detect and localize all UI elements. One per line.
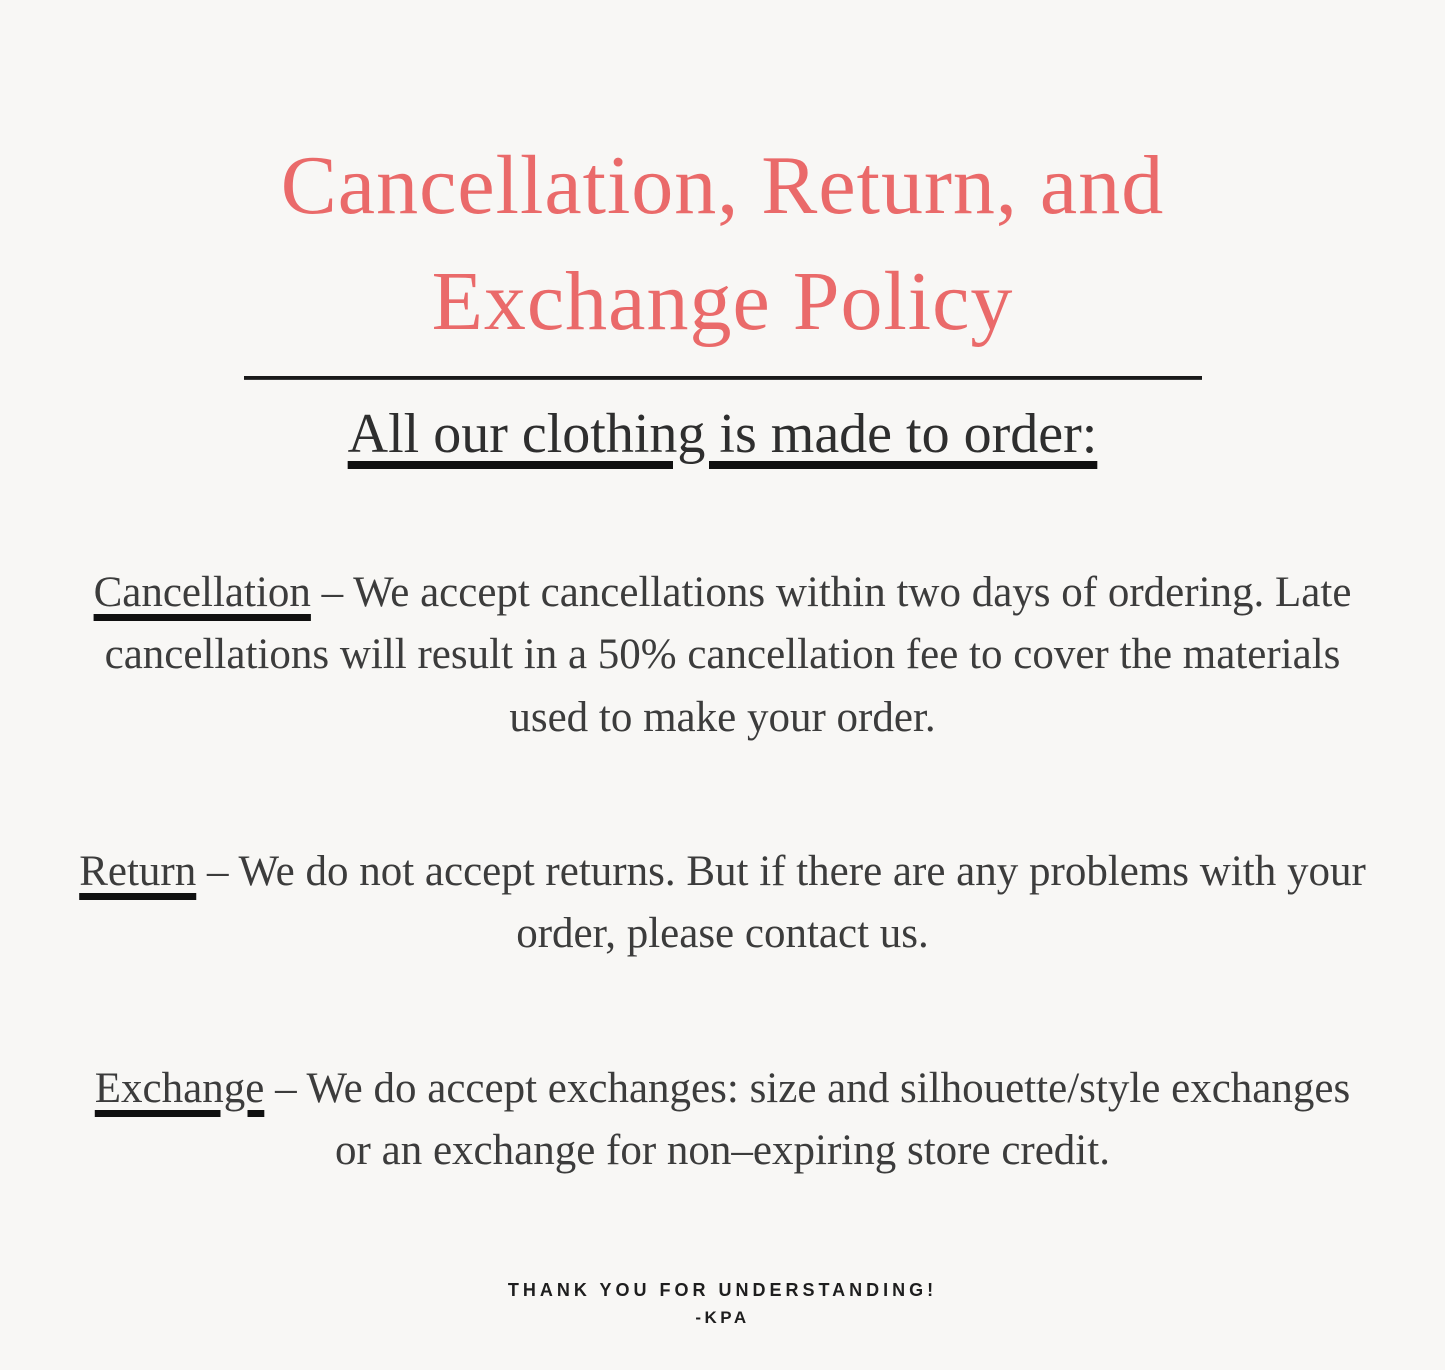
footer-signature: -KPA — [695, 1308, 750, 1328]
cancellation-policy — [43, 562, 1403, 749]
cancellation-term: Cancellation — [93, 568, 311, 616]
exchange-description: – We do accept exchanges: size and silhouette/style exchanges or an exchange for non–expiring store credit. — [275, 1064, 1351, 1174]
return-description: – We do not accept returns. But if there are any problems with your order, please contact us. — [207, 847, 1366, 958]
return-term: Return — [79, 847, 197, 895]
exchange-policy — [43, 1058, 1403, 1183]
title-divider — [244, 376, 1202, 380]
return-policy — [43, 841, 1403, 966]
cancellation-description: – We accept cancellations within two days of ordering. Late cancellations will result in a 50% cancellation fee to cover the materials used to make your order. — [104, 568, 1352, 741]
page-title: Cancellation, Return, and Exchange Policy — [280, 139, 1165, 348]
made-to-order-subtitle: All our clothing is made to order: — [347, 402, 1098, 465]
footer-thanks-text: THANK YOU FOR UNDERSTANDING! — [507, 1280, 938, 1301]
exchange-term: Exchange — [94, 1064, 265, 1112]
policy-list — [0, 562, 1445, 1182]
footer — [508, 1280, 937, 1328]
